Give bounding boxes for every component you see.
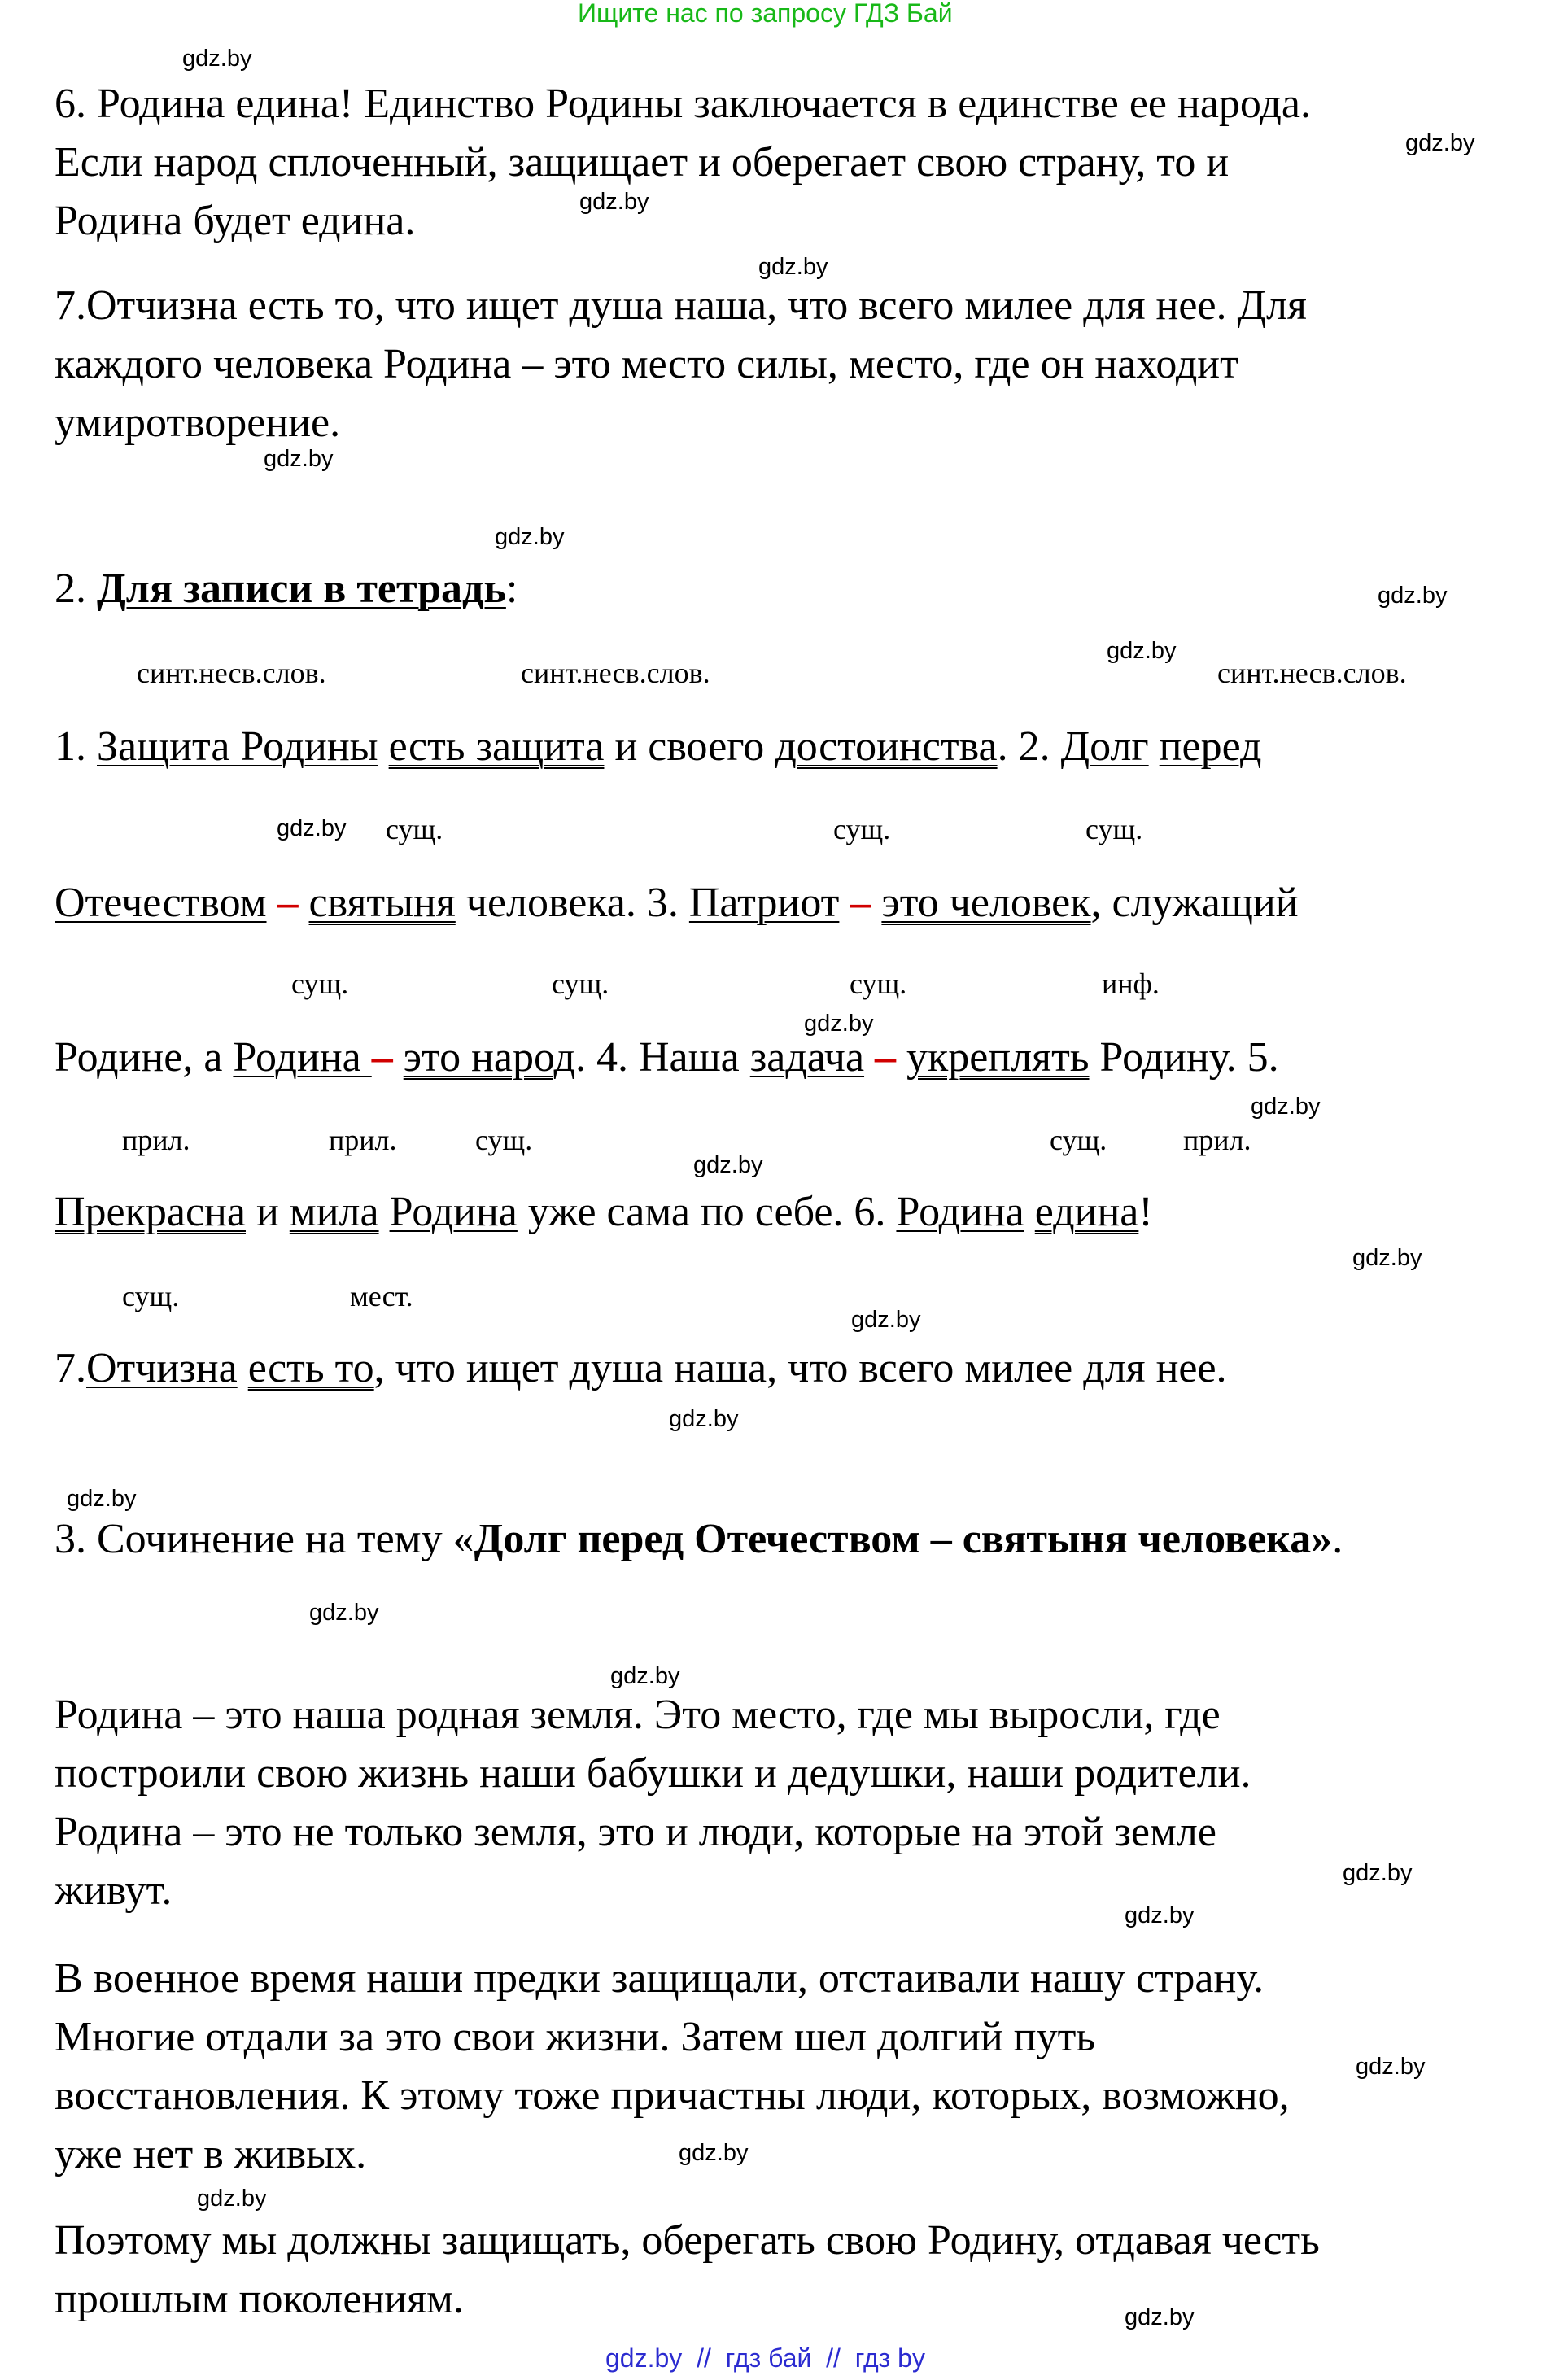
text-line: Многие отдали за это свои жизни. Затем шел долгий путь (55, 2014, 1096, 2060)
grammar-annotation: сущ. (833, 813, 891, 845)
text: ! (1138, 1189, 1153, 1235)
watermark: gdz.by (851, 1307, 921, 1333)
text: и своего (604, 723, 775, 770)
text-line: Родина будет едина. (55, 198, 416, 244)
subject-word: задача (749, 1034, 865, 1081)
text-line: живут. (55, 1867, 173, 1914)
predicate-word: Прекрасна (55, 1189, 246, 1235)
analysis-line-2 (55, 879, 1299, 927)
paragraph-7 (55, 277, 1307, 452)
text-line: Родина – это наша родная земля. Это место, где мы выросли, где (55, 1692, 1221, 1738)
text (378, 723, 389, 770)
predicate-phrase: это человек (881, 880, 1091, 926)
text-line: уже нет в живых. (55, 2131, 367, 2177)
text-line: Родина – это не только земля, это и люди, которые на этой земле (55, 1809, 1216, 1855)
analysis-line-3 (55, 1033, 1279, 1081)
text (1149, 723, 1160, 770)
text-line: восстановления. К этому тоже причастны люди, которых, возможно, (55, 2072, 1290, 2119)
grammar-annotation: прил. (329, 1124, 397, 1156)
watermark: gdz.by (1251, 1094, 1321, 1120)
text: 7. (55, 1345, 86, 1391)
watermark: gdz.by (1125, 2304, 1195, 2330)
essay-title: Долг перед Отечеством – святыня человека» (474, 1516, 1333, 1562)
watermark: gdz.by (610, 1663, 680, 1689)
underlined-word: перед (1159, 723, 1262, 770)
text: человека. 3. (455, 880, 689, 926)
text-line: 6. Родина едина! Единство Родины заключается в единстве ее народа. (55, 81, 1311, 127)
watermark: gdz.by (1352, 1245, 1422, 1271)
text-line: умиротворение. (55, 400, 341, 446)
grammar-annotation: сущ. (475, 1124, 533, 1156)
analysis-line-4 (55, 1188, 1153, 1236)
watermark: gdz.by (182, 46, 252, 72)
grammar-annotation: мест. (350, 1280, 413, 1312)
text: Родину. 5. (1089, 1034, 1279, 1081)
watermark: gdz.by (264, 446, 334, 472)
watermark: gdz.by (669, 1406, 739, 1432)
text (1024, 1189, 1035, 1235)
subject-word: Родина (389, 1189, 518, 1235)
watermark: gdz.by (679, 2140, 749, 2166)
watermark: gdz.by (1405, 130, 1475, 156)
text (238, 1345, 248, 1391)
analysis-line-1 (55, 723, 1261, 771)
red-dash: – (371, 1034, 404, 1081)
text-line: 7.Отчизна есть то, что ищет душа наша, что всего милее для нее. Для (55, 282, 1307, 329)
underlined-word: Отечеством (55, 880, 267, 926)
section-title: Для записи в тетрадь (97, 566, 506, 612)
watermark: gdz.by (1125, 1902, 1195, 1928)
grammar-annotation: сущ. (1085, 813, 1143, 845)
predicate-phrase: есть защита (388, 723, 605, 770)
watermark: gdz.by (579, 189, 649, 215)
watermark: gdz.by (197, 2186, 267, 2212)
subject-word: Отчизна (86, 1345, 238, 1391)
essay-paragraph-3 (55, 2212, 1320, 2329)
predicate-phrase: это народ (403, 1034, 575, 1081)
section-number: 2. (55, 566, 97, 612)
predicate-word: едина (1034, 1189, 1139, 1235)
subject-word: Патриот (688, 880, 840, 926)
section-2-heading (55, 565, 518, 613)
grammar-annotation: инф. (1102, 967, 1160, 1000)
header-banner[interactable]: Ищите нас по запросу ГДЗ Бай (578, 0, 953, 28)
text: 1. (55, 723, 97, 770)
watermark: gdz.by (1378, 583, 1448, 609)
predicate-word: мила (289, 1189, 379, 1235)
watermark: gdz.by (758, 254, 828, 280)
watermark: gdz.by (495, 524, 565, 550)
subject-word: Долг (1060, 723, 1149, 770)
paragraph-6 (55, 75, 1311, 251)
grammar-annotation: сущ. (552, 967, 609, 1000)
grammar-annotation: прил. (1183, 1124, 1251, 1156)
subject-phrase: Защита Родины (97, 723, 378, 770)
grammar-annotation: синт.несв.слов. (137, 657, 326, 689)
text-line: В военное время наши предки защищали, отстаивали нашу страну. (55, 1955, 1265, 2002)
text: Родине, а (55, 1034, 234, 1081)
text-line: Если народ сплоченный, защищает и оберегает свою страну, то и (55, 139, 1230, 186)
text: уже сама по себе. 6. (517, 1189, 897, 1235)
subject-word: Родина (896, 1189, 1024, 1235)
watermark: gdz.by (1343, 1860, 1413, 1886)
grammar-annotation: синт.несв.слов. (521, 657, 710, 689)
red-dash: – (266, 880, 309, 926)
heading-prefix: 3. Сочинение на тему « (55, 1516, 474, 1562)
grammar-annotation: сущ. (122, 1280, 180, 1312)
red-dash: – (864, 1034, 907, 1081)
text: , служащий (1090, 880, 1299, 926)
text: . 4. Наша (574, 1034, 750, 1081)
watermark: gdz.by (277, 815, 347, 841)
red-dash: – (839, 880, 882, 926)
grammar-annotation: сущ. (291, 967, 349, 1000)
heading-colon: : (505, 566, 518, 612)
watermark: gdz.by (309, 1600, 379, 1626)
heading-suffix: . (1332, 1516, 1343, 1562)
essay-paragraph-2 (55, 1950, 1290, 2184)
watermark: gdz.by (67, 1486, 137, 1512)
grammar-annotation: сущ. (1050, 1124, 1107, 1156)
text-line: построили свою жизнь наши бабушки и дедушки, наши родители. (55, 1750, 1251, 1797)
text-line: каждого человека Родина – это место силы, место, где он находит (55, 341, 1238, 387)
watermark: gdz.by (1356, 2054, 1426, 2080)
predicate-word: святыня (308, 880, 456, 926)
grammar-annotation: синт.несв.слов. (1217, 657, 1407, 689)
footer-links[interactable]: gdz.by // гдз бай // гдз by (605, 2343, 925, 2373)
essay-paragraph-1 (55, 1686, 1251, 1920)
grammar-annotation: прил. (122, 1124, 190, 1156)
grammar-annotation: сущ. (386, 813, 443, 845)
text: . 2. (997, 723, 1061, 770)
underlined-word: достоинства (775, 723, 998, 770)
text-line: Поэтому мы должны защищать, оберегать свою Родину, отдавая честь (55, 2217, 1320, 2264)
section-3-heading (55, 1515, 1343, 1563)
predicate-word: укреплять (906, 1034, 1090, 1081)
text-line: прошлым поколениям. (55, 2276, 464, 2322)
predicate-phrase: есть то (247, 1345, 374, 1391)
text: , что ищет душа наша, что всего милее для нее. (373, 1345, 1227, 1391)
analysis-line-5 (55, 1344, 1227, 1392)
subject-word: Родина (233, 1034, 372, 1081)
watermark: gdz.by (1107, 638, 1177, 664)
watermark: gdz.by (693, 1152, 763, 1178)
text: и (245, 1189, 290, 1235)
text (379, 1189, 390, 1235)
watermark: gdz.by (804, 1011, 874, 1037)
grammar-annotation: сущ. (850, 967, 907, 1000)
